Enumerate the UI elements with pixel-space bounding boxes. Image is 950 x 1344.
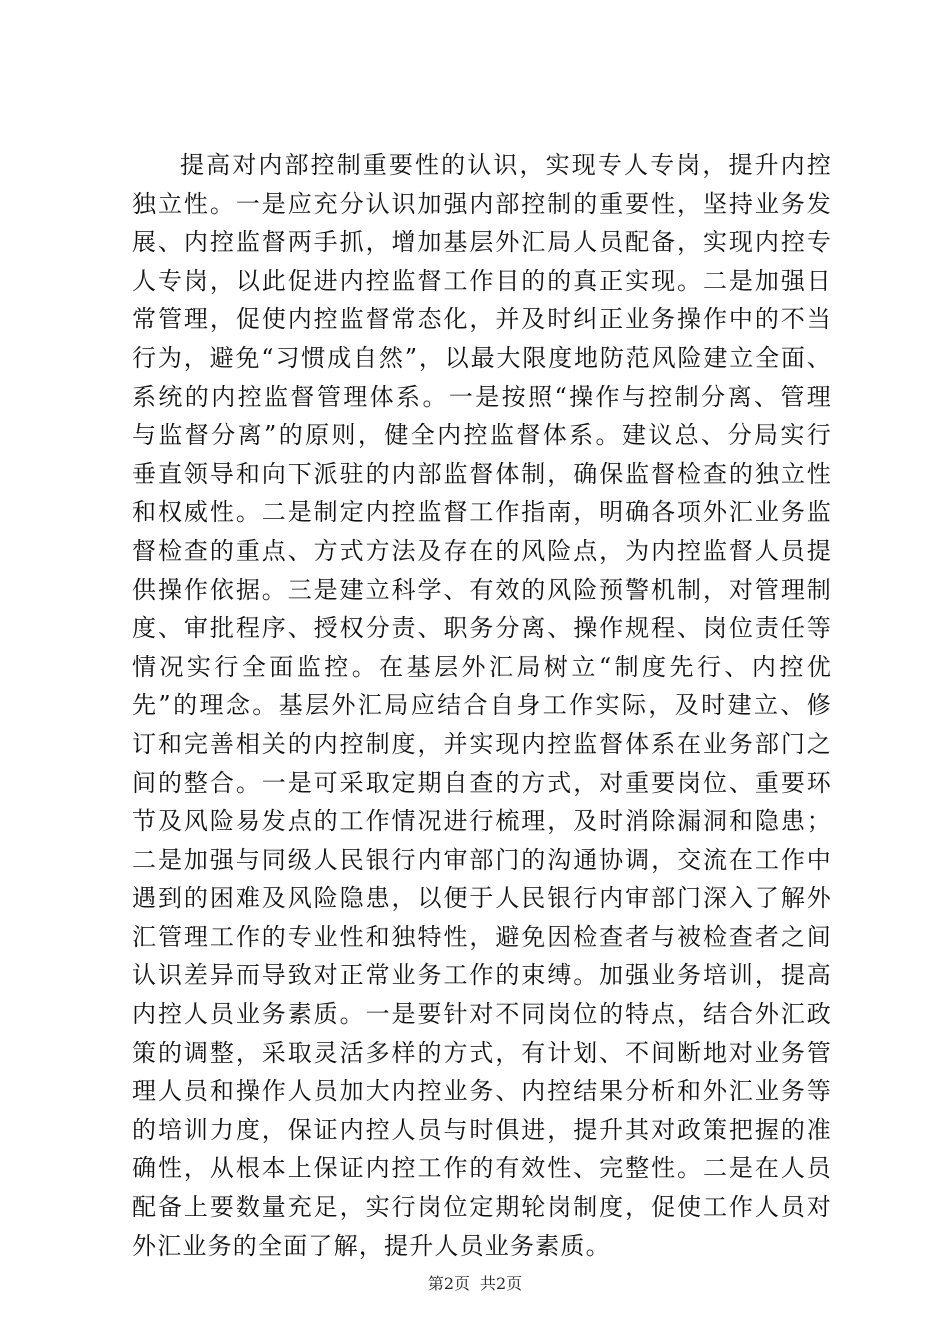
text-line: 认识差异而导致对正常业务工作的束缚。加强业务培训，提高	[132, 961, 832, 990]
text-line: 行为，避免“习惯成自然”，以最大限度地防范风险建立全面、	[132, 343, 832, 372]
text-line: 二是加强与同级人民银行内审部门的沟通协调，交流在工作中	[132, 845, 832, 874]
text-line: 订和完善相关的内控制度，并实现内控监督体系在业务部门之	[132, 729, 832, 758]
text-line: 人专岗，以此促进内控监督工作目的的真正实现。二是加强日	[132, 266, 832, 295]
body-paragraph	[132, 146, 832, 1265]
text-line: 汇管理工作的专业性和独特性，避免因检查者与被检查者之间	[132, 922, 832, 951]
text-line: 策的调整，采取灵活多样的方式，有计划、不间断地对业务管	[132, 1038, 832, 1067]
text-line: 度、审批程序、授权分责、职务分离、操作规程、岗位责任等	[132, 614, 832, 643]
page-number-total: 共2页	[480, 1274, 523, 1293]
text-line: 督检查的重点、方式方法及存在的风险点，为内控监督人员提	[132, 536, 832, 565]
text-line: 内控人员业务素质。一是要针对不同岗位的特点，结合外汇政	[132, 1000, 832, 1029]
text-line: 节及风险易发点的工作情况进行梳理，及时消除漏洞和隐患；	[132, 807, 832, 836]
text-line: 先”的理念。基层外汇局应结合自身工作实际，及时建立、修	[132, 691, 832, 720]
text-line: 常管理，促使内控监督常态化，并及时纠正业务操作中的不当	[132, 305, 832, 334]
text-line: 的培训力度，保证内控人员与时俱进，提升其对政策把握的准	[132, 1115, 832, 1144]
text-line: 垂直领导和向下派驻的内部监督体制，确保监督检查的独立性	[132, 459, 832, 488]
text-line: 情况实行全面监控。在基层外汇局树立“制度先行、内控优	[132, 652, 832, 681]
text-line: 供操作依据。三是建立科学、有效的风险预警机制，对管理制	[132, 575, 832, 604]
text-line: 遇到的困难及风险隐患，以便于人民银行内审部门深入了解外	[132, 884, 832, 913]
text-line: 独立性。一是应充分认识加强内部控制的重要性，坚持业务发	[132, 189, 832, 218]
text-line: 和权威性。二是制定内控监督工作指南，明确各项外汇业务监	[132, 498, 832, 527]
text-line: 确性，从根本上保证内控工作的有效性、完整性。二是在人员	[132, 1154, 832, 1183]
page-footer	[0, 1274, 950, 1294]
text-line: 系统的内控监督管理体系。一是按照“操作与控制分离、管理	[132, 382, 832, 411]
text-line: 与监督分离”的原则，健全内控监督体系。建议总、分局实行	[132, 421, 832, 450]
text-line-last: 外汇业务的全面了解，提升人员业务素质。	[132, 1231, 611, 1260]
text-line: 理人员和操作人员加大内控业务、内控结果分析和外汇业务等	[132, 1077, 832, 1106]
text-line: 展、内控监督两手抓，增加基层外汇局人员配备，实现内控专	[132, 228, 832, 257]
text-line: 提高对内部控制重要性的认识，实现专人专岗，提升内控	[180, 151, 832, 179]
text-line: 配备上要数量充足，实行岗位定期轮岗制度，促使工作人员对	[132, 1193, 832, 1222]
page-number-current: 第2页	[427, 1274, 470, 1293]
text-line: 间的整合。一是可采取定期自查的方式，对重要岗位、重要环	[132, 768, 832, 797]
